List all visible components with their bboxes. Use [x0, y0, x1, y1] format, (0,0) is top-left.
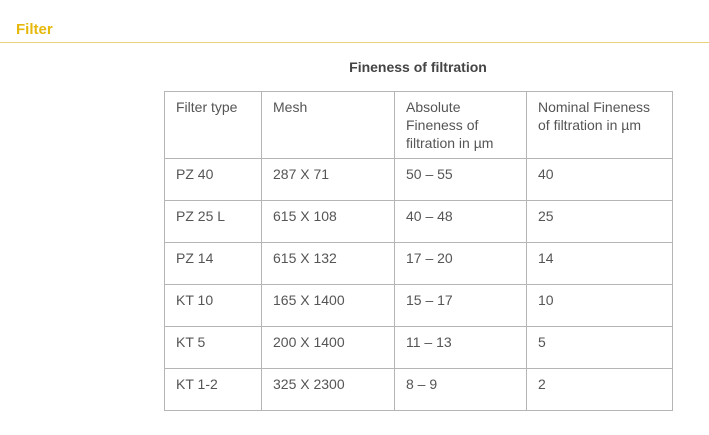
cell-filter-type: KT 10	[165, 285, 262, 327]
cell-mesh: 615 X 108	[262, 201, 395, 243]
cell-absolute-fineness: 50 – 55	[395, 159, 527, 201]
table-header-row	[165, 92, 673, 159]
table-caption: Fineness of filtration	[349, 59, 487, 75]
cell-filter-type: PZ 25 L	[165, 201, 262, 243]
filtration-table	[164, 91, 673, 411]
cell-mesh: 287 X 71	[262, 159, 395, 201]
cell-nominal-fineness: 5	[527, 327, 673, 369]
table-row	[165, 201, 673, 243]
cell-nominal-fineness: 40	[527, 159, 673, 201]
cell-absolute-fineness: 11 – 13	[395, 327, 527, 369]
cell-absolute-fineness: 17 – 20	[395, 243, 527, 285]
cell-absolute-fineness: 40 – 48	[395, 201, 527, 243]
header-nominal-fineness: Nominal Fineness of filtration in µm	[527, 92, 673, 159]
cell-absolute-fineness: 15 – 17	[395, 285, 527, 327]
cell-mesh: 165 X 1400	[262, 285, 395, 327]
cell-absolute-fineness: 8 – 9	[395, 369, 527, 411]
header-absolute-fineness: Absolute Fineness of filtration in µm	[395, 92, 527, 159]
cell-mesh: 200 X 1400	[262, 327, 395, 369]
section-title: Filter	[16, 21, 53, 38]
table-row	[165, 369, 673, 411]
cell-filter-type: KT 1-2	[165, 369, 262, 411]
table-row	[165, 159, 673, 201]
cell-nominal-fineness: 25	[527, 201, 673, 243]
header-mesh: Mesh	[262, 92, 395, 159]
cell-nominal-fineness: 10	[527, 285, 673, 327]
cell-nominal-fineness: 14	[527, 243, 673, 285]
table-row	[165, 243, 673, 285]
cell-mesh: 615 X 132	[262, 243, 395, 285]
section-header	[0, 0, 709, 43]
cell-filter-type: PZ 40	[165, 159, 262, 201]
header-filter-type: Filter type	[165, 92, 262, 159]
cell-filter-type: PZ 14	[165, 243, 262, 285]
cell-filter-type: KT 5	[165, 327, 262, 369]
table-row	[165, 327, 673, 369]
cell-nominal-fineness: 2	[527, 369, 673, 411]
cell-mesh: 325 X 2300	[262, 369, 395, 411]
table-row	[165, 285, 673, 327]
